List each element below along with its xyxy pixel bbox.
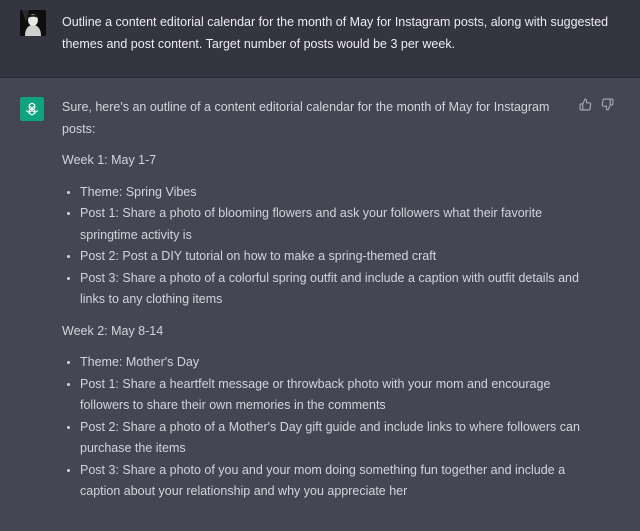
- feedback-buttons: [579, 98, 614, 111]
- week-2-list: [62, 352, 582, 503]
- thumbs-down-icon[interactable]: [601, 98, 614, 111]
- list-item: Post 3: Share a photo of you and your mom doing something fun together and include a caption about your relationship and why you appreciate her: [80, 460, 582, 503]
- list-item: Post 1: Share a photo of blooming flowers and ask your followers what their favorite springtime activity is: [80, 203, 582, 246]
- user-message-text: Outline a content editorial calendar for the month of May for Instagram posts, along with suggested themes and post content. Target number of posts would be 3 per week.: [62, 15, 609, 51]
- assistant-message: [0, 78, 640, 531]
- assistant-intro: Sure, here's an outline of a content editorial calendar for the month of May for Instagram posts:: [62, 100, 550, 136]
- list-item: Post 2: Share a photo of a Mother's Day gift guide and include links to where followers can purchase the items: [80, 417, 582, 460]
- user-avatar: [20, 10, 46, 36]
- week-1-list: [62, 182, 582, 311]
- list-item: Post 1: Share a heartfelt message or throwback photo with your mom and encourage followers to share their own memories in the comments: [80, 374, 582, 417]
- list-item: Post 3: Share a photo of a colorful spring outfit and include a caption with outfit details and links to any clothing items: [80, 268, 582, 311]
- list-item: Post 2: Post a DIY tutorial on how to make a spring-themed craft: [80, 246, 582, 268]
- assistant-message-content: [62, 97, 582, 513]
- list-item: Theme: Spring Vibes: [80, 182, 582, 204]
- week-heading: Week 1: May 1-7: [62, 153, 157, 167]
- list-item: Theme: Mother's Day: [80, 352, 582, 374]
- openai-logo-icon: [20, 97, 44, 121]
- week-heading: Week 2: May 8-14: [62, 323, 164, 338]
- user-message: [0, 0, 640, 78]
